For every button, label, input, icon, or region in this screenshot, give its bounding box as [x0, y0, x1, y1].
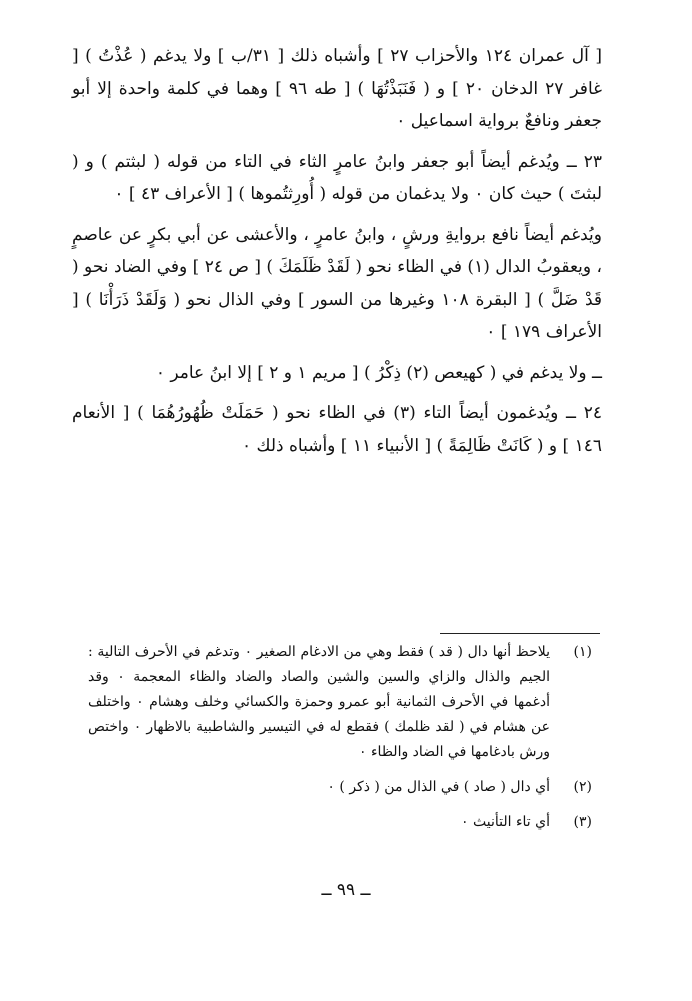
main-text: [72, 40, 602, 462]
paragraph: ويُدغم أيضاً نافع بروايةِ ورشٍ ، وابنُ عامرٍ ، والأعشى عن أبي بكرٍ عن عاصمٍ ، ويعقوبُ الدال (١) في الظاء نحو ( لَقَدْ ظَلَمَكَ ) [ ص ٢٤ ] وفي الضاد نحو ( قَدْ ضَلَّ ) [ البقرة ١٠٨ وغيرها من السور ] وفي الذال نحو ( وَلَقَدْ ذَرَأْنَا ) [ الأعراف ١٧٩ ] ٠: [72, 224, 602, 342]
footnote: [88, 640, 592, 765]
footnote-marker: (٣): [573, 814, 592, 830]
paragraph: ٢٤ ــ ويُدغمون أيضاً التاء (٣) في الظاء نحو ( حَمَلَتْ ظُهُورُهُمَا ) [ الأنعام ١٤٦ ] و ( كَانَتْ ظَالِمَةً ) [ الأنبياء ١١ ] وأشباه ذلك ٠: [72, 403, 603, 456]
paragraph: ــ ولا يدغم في ( كهيعص (٢) ذِكْرُ ) [ مريم ١ و ٢ ] إلا ابنُ عامر ٠: [155, 362, 602, 383]
footnote-marker: (١): [573, 644, 592, 660]
footnote-text: أي تاء التأنيث ٠: [461, 814, 550, 830]
footnote-marker: (٢): [573, 779, 592, 795]
footnote-text: أي دال ( صاد ) في الذال من ( ذكر ) ٠: [327, 779, 550, 795]
footnote-text: يلاحظ أنها دال ( قد ) فقط وهي من الادغام الصغير ٠ وتدغم في الأحرف التالية : الجيم والذال والزاي والسين والشين والصاد والضاد والظاء المعجمة ٠ وقد أدغمها في الأحرف الثمانية أبو عمرو وحمزة والكسائي وخلف وهشام ٠ واختلف عن هشام في ( لقد ظلمك ) فقطع له في التيسير والشاطبية بالاظهار ٠ واختص ورش بادغامها في الضاد والظاء ٠: [88, 644, 550, 760]
footnotes: [88, 640, 592, 835]
footnote: [88, 775, 592, 800]
paragraph: [ آل عمران ١٢٤ والأحزاب ٢٧ ] وأشباه ذلك [ ٣١/ب ] ولا يدغم ( عُذْتُ ) [ غافر ٢٧ الدخان ٢٠ ] و ( فَنَبَذْتُهَا ) [ طه ٩٦ ] وهما في كلمة واحدة إلا أبو جعفر ونافعٌ برواية اسماعيل ٠: [72, 46, 603, 131]
footnote-separator: [440, 633, 600, 634]
footnote: [88, 810, 592, 835]
page-number: ــ ٩٩ ــ: [321, 880, 371, 900]
paragraph: ٢٣ ــ ويُدغم أيضاً أبو جعفر وابنُ عامرٍ الثاء في التاء من قوله ( لبثتم ) و ( لبثتَ ) حيث كان ٠ ولا يدغمان من قوله ( أُورِثتُموها ) [ الأعراف ٤٣ ] ٠: [72, 151, 602, 204]
